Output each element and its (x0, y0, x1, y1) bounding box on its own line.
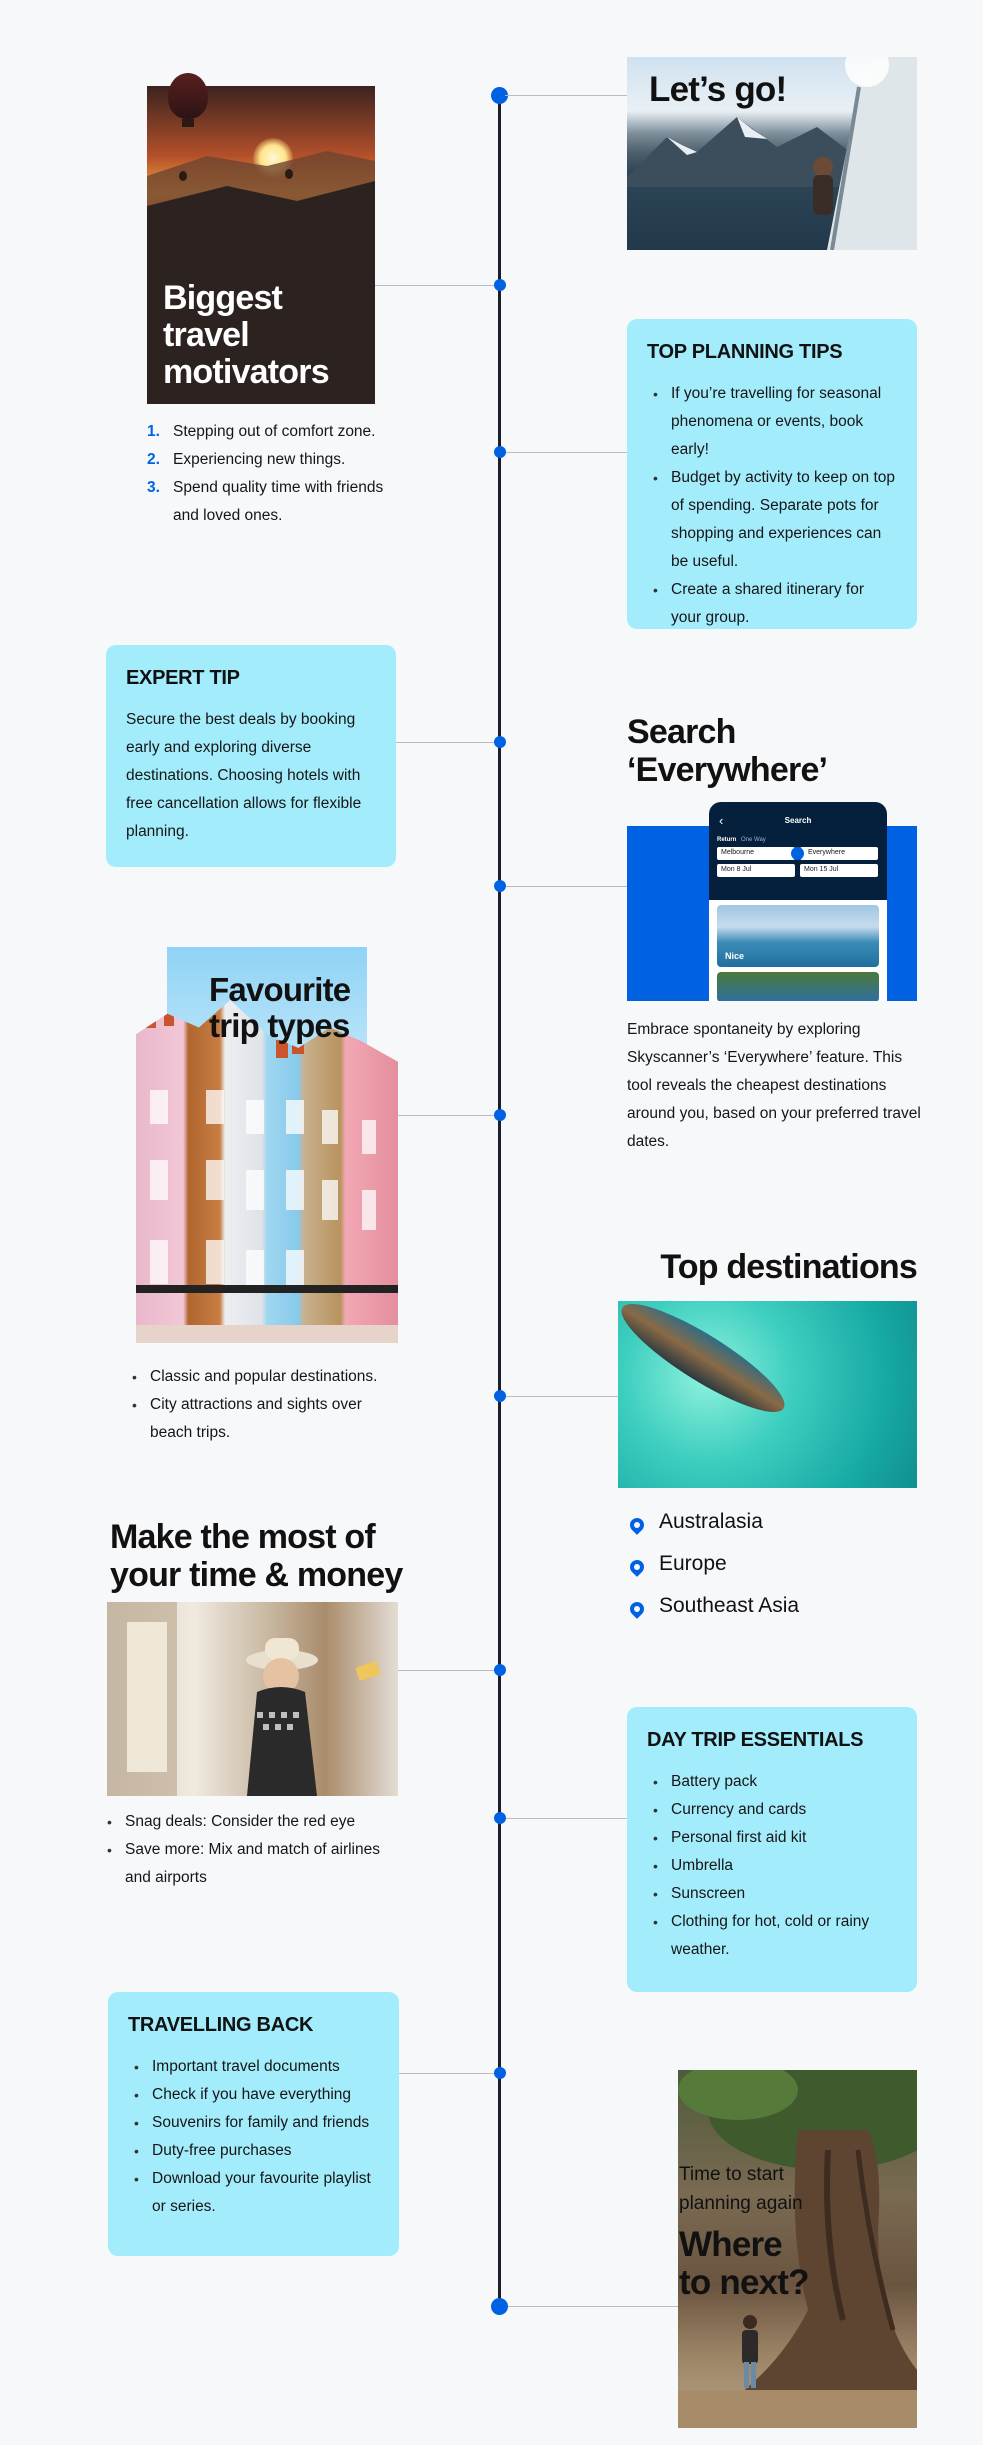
title-line: Favourite (209, 971, 351, 1008)
list-item: • Budget by activity to keep on top of spending. Separate pots for shopping and experiences can be useful. (647, 464, 897, 576)
list-item: • Check if you have everything (128, 2081, 379, 2109)
lets-go-photo (627, 57, 917, 250)
destination-label: Europe (659, 1552, 727, 1575)
list-text: Spend quality time with friends and loved ones. (173, 479, 384, 524)
time-money-title (110, 1518, 402, 1594)
time-money-list (101, 1808, 391, 1892)
travelling-back-list (128, 2053, 379, 2221)
list-item: • Sunscreen (647, 1880, 897, 1908)
list-text: Stepping out of comfort zone. (173, 423, 376, 440)
title-line: Where (679, 2225, 782, 2264)
phone-result-label: Nice (725, 951, 745, 961)
where-next-kicker (679, 2160, 803, 2218)
connector-time-money (398, 1670, 499, 1671)
traveller-cafe-illustration (107, 1602, 398, 1796)
townhouses-illustration (136, 1000, 398, 1343)
chevron-left-icon: ‹ (719, 813, 724, 828)
list-number: 2. (147, 451, 160, 468)
connector-planning-tips (500, 452, 627, 453)
motivators-title-line: motivators (163, 353, 329, 391)
timeline-dot (494, 2067, 506, 2079)
connector-day-trip (500, 1818, 627, 1819)
expert-tip-title: EXPERT TIP (126, 667, 240, 689)
top-destinations-title: Top destinations (660, 1248, 917, 1286)
list-item: • Battery pack (647, 1768, 897, 1796)
search-everywhere-body: Embrace spontaneity by exploring Skyscanner’s ‘Everywhere’ feature. This tool reveals the cheapest destinations around you, based on your preferred travel dates. (627, 1021, 921, 1150)
kicker-line: planning again (679, 2193, 803, 2214)
list-item: • Save more: Mix and match of airlines and airports (101, 1836, 391, 1892)
connector-destinations (500, 1396, 618, 1397)
hot-air-balloon-icon (168, 73, 208, 119)
phone-from-field (717, 847, 795, 860)
list-item: • City attractions and sights over beach trips. (126, 1391, 396, 1447)
location-pin-icon (627, 1557, 647, 1577)
expert-tip-card (106, 645, 396, 867)
phone-to-value: Everywhere (808, 849, 845, 856)
timeline-dot (494, 736, 506, 748)
timeline-dot (494, 880, 506, 892)
phone-from-value: Melbourne (721, 849, 755, 856)
time-money-photo (107, 1602, 398, 1796)
title-line: trip types (209, 1007, 350, 1044)
search-everywhere-title (627, 713, 827, 789)
list-item: • Create a shared itinerary for your group. (647, 576, 897, 632)
phone-search-label: Search (784, 816, 812, 825)
phone-mockup (709, 802, 887, 1001)
location-pin-icon (627, 1599, 647, 1619)
phone-to-field (800, 847, 878, 860)
list-number: 3. (147, 479, 160, 496)
list-item: • If you’re travelling for seasonal phenomena or events, book early! (647, 380, 897, 464)
trip-types-photo (136, 1000, 398, 1343)
destination-label: Australasia (659, 1510, 763, 1533)
connector-search (500, 886, 627, 887)
day-trip-list (647, 1768, 897, 1964)
connector-travelling-back (398, 2073, 499, 2074)
phone-search-header (709, 802, 887, 900)
destinations-list (627, 1510, 917, 1636)
planning-tips-title: TOP PLANNING TIPS (647, 341, 843, 363)
phone-tab-oneway: One Way (741, 837, 766, 843)
boat-shape (618, 1301, 796, 1428)
kicker-line: Time to start (679, 2164, 784, 2185)
connector-lets-go (505, 95, 627, 96)
motivators-photo (147, 86, 375, 404)
timeline-dot (494, 1664, 506, 1676)
list-item: • Souvenirs for family and friends (128, 2109, 379, 2137)
planning-tips-card (627, 319, 917, 629)
motivators-title-line: travel (163, 316, 249, 354)
motivators-list (147, 418, 397, 530)
motivators-title-line: Biggest (163, 279, 283, 317)
list-text: Experiencing new things. (173, 451, 346, 468)
phone-result-card-2 (717, 972, 879, 1001)
list-item: • Duty-free purchases (128, 2137, 379, 2165)
list-item (147, 446, 397, 474)
location-pin-icon (627, 1515, 647, 1535)
timeline-dot (494, 1812, 506, 1824)
list-item: • Download your favourite playlist or series. (128, 2165, 379, 2221)
timeline-dot (494, 1109, 506, 1121)
phone-depart-field (717, 864, 795, 877)
list-item: • Important travel documents (128, 2053, 379, 2081)
title-line: Make the most of (110, 1518, 375, 1556)
timeline-dot (494, 1390, 506, 1402)
destination-item (627, 1552, 917, 1594)
phone-result-card (717, 905, 879, 967)
phone-tab-return: Return (717, 837, 737, 843)
title-line: Search (627, 713, 736, 751)
day-trip-title: DAY TRIP ESSENTIALS (647, 1729, 864, 1751)
list-item (147, 418, 397, 446)
phone-depart-value: Mon 8 Jul (721, 866, 752, 873)
travelling-back-title: TRAVELLING BACK (128, 2014, 314, 2036)
list-item: • Personal first aid kit (647, 1824, 897, 1852)
travelling-back-card (108, 1992, 399, 2256)
destination-label: Southeast Asia (659, 1594, 800, 1617)
expert-tip-body: Secure the best deals by booking early and exploring diverse destinations. Choosing hotels with free cancellation allows for flexible planning. (126, 711, 362, 840)
connector-where-next (505, 2306, 680, 2307)
connector-expert-tip (396, 742, 499, 743)
list-item: • Umbrella (647, 1852, 897, 1880)
destination-item (627, 1594, 917, 1636)
search-promo-panel (627, 813, 917, 1001)
timeline-end-dot (491, 2298, 508, 2315)
list-item (147, 474, 397, 530)
list-item: • Currency and cards (647, 1796, 897, 1824)
top-destinations-photo (618, 1301, 917, 1488)
phone-return-field (800, 864, 878, 877)
title-line: to next? (679, 2263, 809, 2302)
title-line: your time & money (110, 1556, 403, 1594)
list-item: • Classic and popular destinations. (126, 1363, 396, 1391)
phone-return-value: Mon 15 Jul (804, 866, 839, 873)
timeline-dot (494, 279, 506, 291)
connector-motivators (375, 285, 499, 286)
timeline-spine (498, 95, 501, 2305)
destination-item (627, 1510, 917, 1552)
lets-go-title: Let’s go! (649, 70, 787, 109)
title-line: ‘Everywhere’ (627, 751, 828, 789)
where-next-title (679, 2226, 809, 2302)
trip-types-list (126, 1363, 396, 1447)
list-number: 1. (147, 423, 160, 440)
trip-types-title (209, 972, 350, 1044)
list-item: • Snag deals: Consider the red eye (101, 1808, 391, 1836)
timeline-dot (494, 446, 506, 458)
motivators-title (163, 280, 329, 391)
planning-tips-list (647, 380, 897, 632)
list-item: • Clothing for hot, cold or rainy weather. (647, 1908, 897, 1964)
day-trip-card (627, 1707, 917, 1992)
swap-icon (791, 847, 804, 860)
